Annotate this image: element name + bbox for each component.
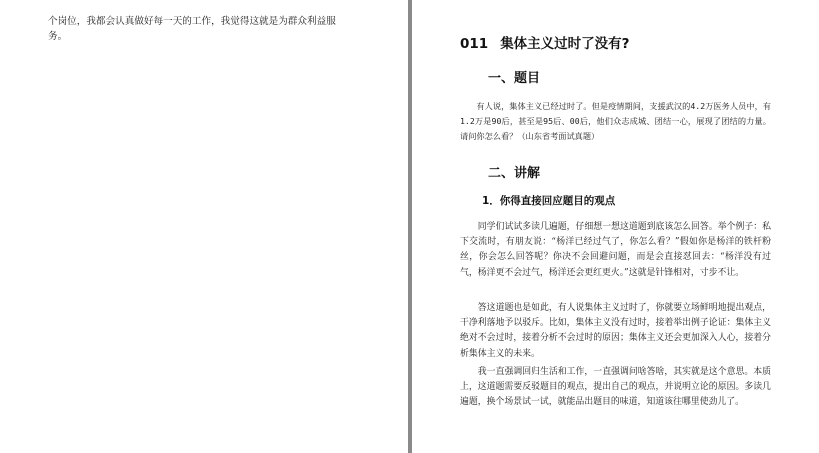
question-paragraph: 有人说，集体主义已经过时了。但是疫情期间，支援武汉的4.2万医务人员中，有1.2万是90后，甚至是95后、00后，他们众志成城、团结一心，展现了团结的力量。请问你怎么看？（山东省考面试真题） — [460, 101, 771, 142]
body-paragraph: 同学们试试多读几遍题，仔细想一想这道题到底该怎么回答。举个例子：私下交流时，有朋友说：“杨洋已经过气了，你怎么看？”假如你是杨洋的铁杆粉丝，你会怎么回答呢？你决不会回避问题，而是会直接怼回去：“杨洋没有过气，杨洋更不会过气，杨洋还会更红更火。”这就是针锋相对，寸步不让。 — [460, 222, 771, 278]
section-heading-question: 一、题目 — [488, 71, 541, 86]
subsection-heading: 1．你得直接回应题目的观点 — [482, 195, 616, 207]
section-heading-explanation: 二、讲解 — [488, 166, 541, 181]
chapter-title-text: 集体主义过时了没有? — [500, 36, 630, 52]
right-page — [412, 0, 819, 453]
chapter-title — [460, 32, 800, 52]
continuation-text: 个岗位，我都会认真做好每一天的工作，我觉得这就是为群众利益服务。 — [48, 16, 336, 42]
left-page — [0, 0, 408, 453]
body-paragraph: 答这道题也是如此，有人说集体主义过时了，你就要立场鲜明地提出观点，干净利落地予以驳斥。比如，集体主义没有过时，接着举出例子论证：集体主义绝对不会过时，接着分析不会过时的原因；集体主义还会更加深入人心，接着分析集体主义的未来。 — [460, 303, 771, 359]
chapter-number: 011 — [460, 36, 489, 52]
body-paragraph: 我一直强调回归生活和工作，一直强调问啥答啥，其实就是这个意思。本质上，这道题需要反驳题目的观点，提出自己的观点，并说明立论的原因。多读几遍题，换个场景试一试，就能品出题目的味道，知道该往哪里使劲儿了。 — [460, 367, 771, 408]
